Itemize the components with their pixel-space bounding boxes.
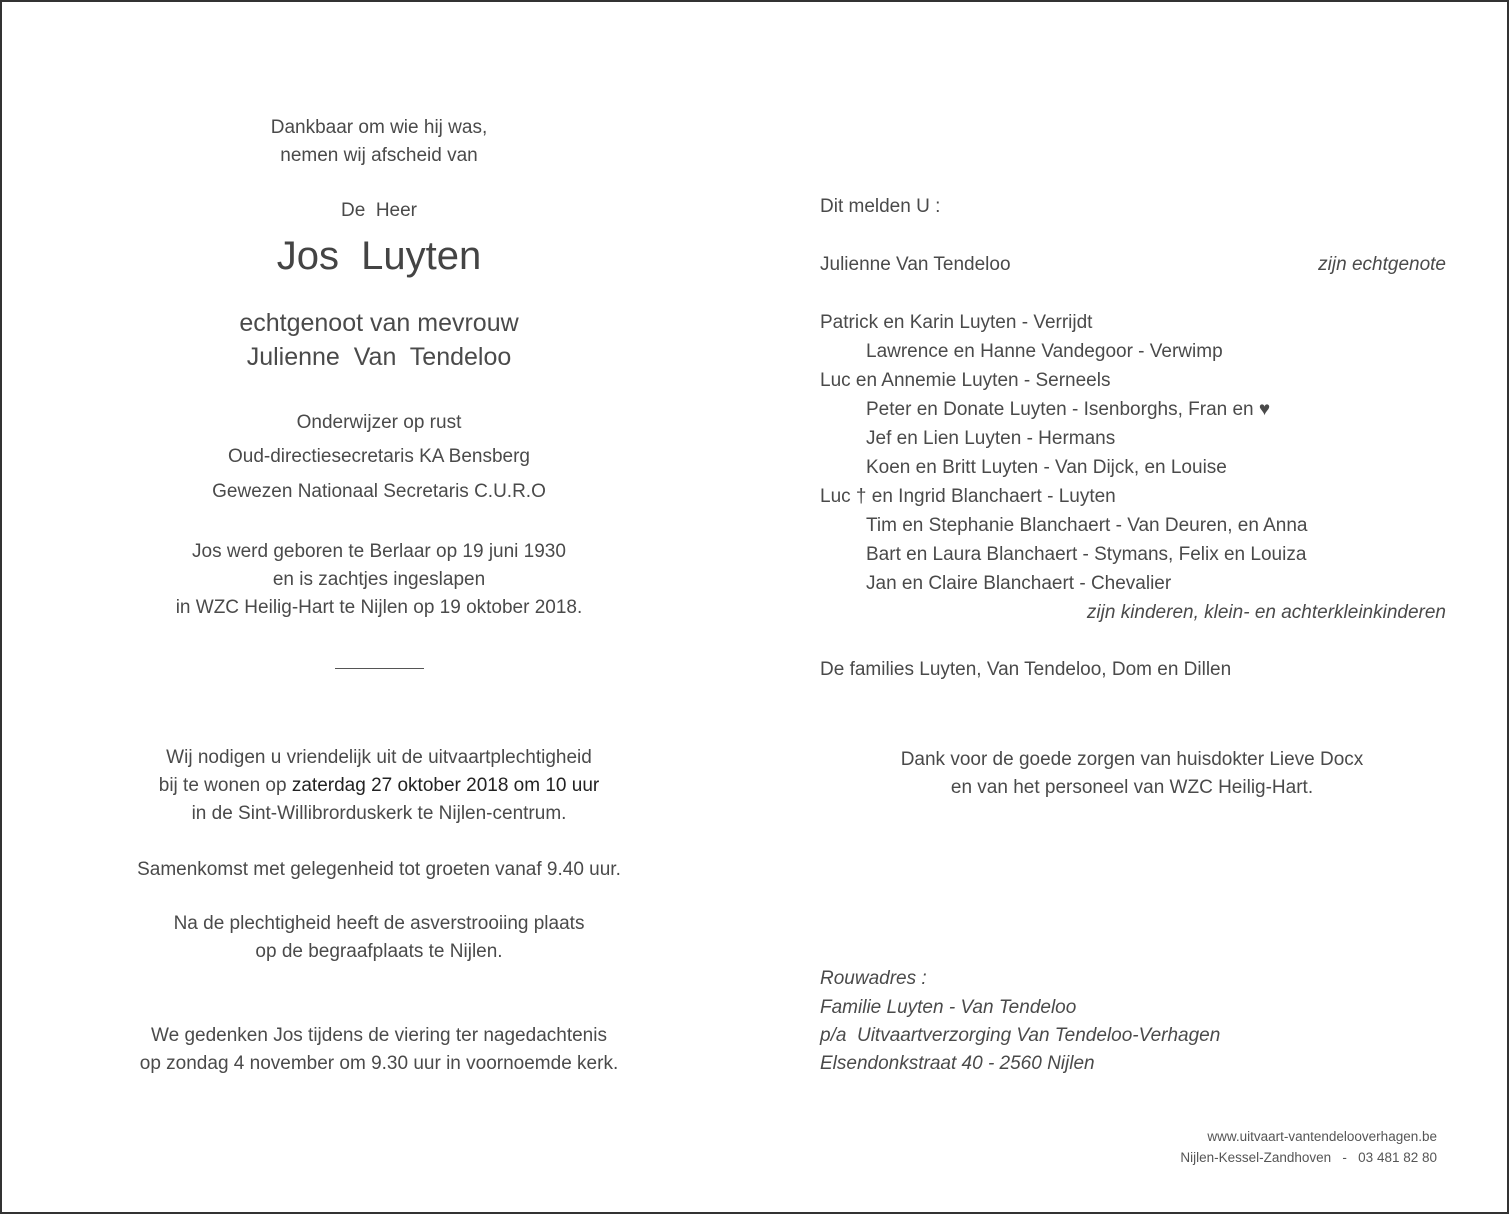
title-2: Oud-directiesecretaris KA Bensberg	[227, 446, 531, 467]
gathering-text: Samenkomst met gelegenheid tot groeten vanaf 9.40 uur.	[137, 859, 621, 880]
funeral-line-1: Wij nodigen u vriendelijk uit de uitvaartplechtigheid	[166, 747, 592, 768]
family-line-5: Jef en Lien Luyten - Hermans	[866, 428, 1116, 449]
funeral-line-3: in de Sint-Willibrorduskerk te Nijlen-centrum.	[191, 803, 567, 824]
family-line-1: Patrick en Karin Luyten - Verrijdt	[820, 312, 1093, 333]
thanks-line-1: Dank voor de goede zorgen van huisdokter Lieve Docx	[900, 749, 1364, 770]
thanks-line-2: en van het personeel van WZC Heilig-Hart.	[950, 777, 1314, 798]
life-line-2: en is zachtjes ingeslapen	[272, 569, 486, 590]
spouse-name: Julienne Van Tendeloo	[246, 343, 512, 371]
family-line-4: Peter en Donate Luyten - Isenborghs, Fran en ♥	[866, 399, 1271, 420]
family-line-3: Luc en Annemie Luyten - Serneels	[820, 370, 1111, 391]
intro-line-2: nemen wij afscheid van	[280, 145, 478, 166]
funeral-line-2-prefix: bij te wonen op	[158, 775, 292, 796]
memorial-line-1: We gedenken Jos tijdens de viering ter nagedachtenis	[151, 1025, 607, 1046]
widow-name: Julienne Van Tendeloo	[820, 254, 1011, 275]
family-line-2: Lawrence en Hanne Vandegoor - Verwimp	[866, 341, 1223, 362]
divider-line	[335, 668, 424, 669]
widow-role: zijn echtgenote	[1318, 254, 1446, 275]
intro-line-1: Dankbaar om wie hij was,	[270, 117, 488, 138]
address-care-of: p/a Uitvaartverzorging Van Tendeloo-Verhagen	[820, 1025, 1221, 1046]
family-role: zijn kinderen, klein- en achterkleinkinderen	[1086, 602, 1446, 623]
address-family: Familie Luyten - Van Tendeloo	[820, 997, 1077, 1018]
scattering-line-2: op de begraafplaats te Nijlen.	[255, 941, 503, 962]
honorific: De Heer	[340, 200, 418, 221]
funeral-datetime: zaterdag 27 oktober 2018 om 10 uur	[291, 775, 600, 796]
family-line-10: Jan en Claire Blanchaert - Chevalier	[866, 573, 1172, 594]
footer-contact: Nijlen-Kessel-Zandhoven - 03 481 82 80	[1180, 1150, 1437, 1165]
deceased-name: Jos Luyten	[276, 234, 482, 278]
scattering-line-1: Na de plechtigheid heeft de asverstrooiing plaats	[173, 913, 585, 934]
address-street: Elsendonkstraat 40 - 2560 Nijlen	[820, 1053, 1095, 1074]
spouse-line-1: echtgenoot van mevrouw	[239, 309, 519, 337]
life-line-3: in WZC Heilig-Hart te Nijlen op 19 oktober 2018.	[175, 597, 583, 618]
footer-website: www.uitvaart-vantendelooverhagen.be	[1207, 1129, 1437, 1144]
title-3: Gewezen Nationaal Secretaris C.U.R.O	[212, 481, 546, 502]
address-label: Rouwadres :	[820, 968, 927, 989]
announce-text: Dit melden U :	[820, 196, 941, 217]
funeral-line-2	[79, 772, 679, 800]
family-line-6: Koen en Britt Luyten - Van Dijck, en Louise	[866, 457, 1227, 478]
life-line-1: Jos werd geboren te Berlaar op 19 juni 1930	[192, 541, 566, 562]
extended-families: De families Luyten, Van Tendeloo, Dom en Dillen	[820, 659, 1232, 680]
family-line-7: Luc † en Ingrid Blanchaert - Luyten	[820, 486, 1116, 507]
memorial-line-2: op zondag 4 november om 9.30 uur in voornoemde kerk.	[139, 1053, 619, 1074]
family-line-9: Bart en Laura Blanchaert - Stymans, Felix en Louiza	[866, 544, 1307, 565]
family-line-8: Tim en Stephanie Blanchaert - Van Deuren, en Anna	[866, 515, 1308, 536]
title-1: Onderwijzer op rust	[296, 412, 462, 433]
